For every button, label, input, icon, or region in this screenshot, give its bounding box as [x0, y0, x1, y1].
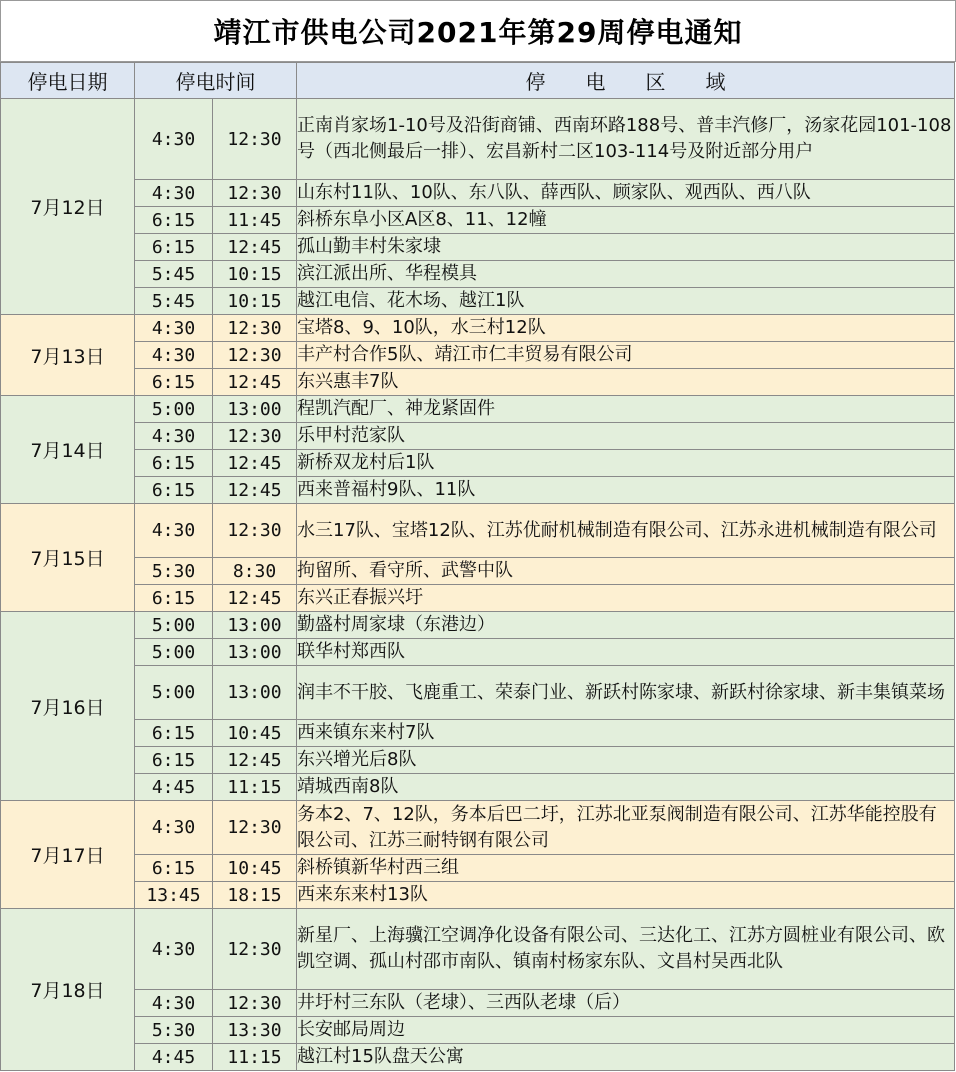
- table-row: [1, 1044, 955, 1071]
- table-row: [1, 369, 955, 396]
- area-cell: 新星厂、上海骥江空调净化设备有限公司、三达化工、江苏方圆桩业有限公司、欧凯空调、孤山村邵市南队、镇南村杨家东队、文昌村吴西北队: [297, 909, 955, 990]
- start-time-cell: 6:15: [135, 585, 213, 612]
- end-time-cell: 11:15: [213, 774, 297, 801]
- end-time-cell: 12:30: [213, 990, 297, 1017]
- start-time-cell: 6:15: [135, 855, 213, 882]
- end-time-cell: 12:30: [213, 801, 297, 855]
- area-cell: 山东村11队、10队、东八队、薛西队、顾家队、观西队、西八队: [297, 180, 955, 207]
- table-row: [1, 585, 955, 612]
- start-time-cell: 5:45: [135, 261, 213, 288]
- end-time-cell: 12:45: [213, 450, 297, 477]
- start-time-cell: 5:00: [135, 612, 213, 639]
- end-time-cell: 12:30: [213, 315, 297, 342]
- table-row: [1, 234, 955, 261]
- area-cell: 靖城西南8队: [297, 774, 955, 801]
- table-row: [1, 801, 955, 855]
- area-cell: 越江电信、花木场、越江1队: [297, 288, 955, 315]
- start-time-cell: 5:30: [135, 1017, 213, 1044]
- area-cell: 西来镇东来村7队: [297, 720, 955, 747]
- table-row: [1, 747, 955, 774]
- area-cell: 井圩村三东队（老埭）、三西队老埭（后）: [297, 990, 955, 1017]
- start-time-cell: 6:15: [135, 477, 213, 504]
- end-time-cell: 12:30: [213, 423, 297, 450]
- start-time-cell: 4:30: [135, 99, 213, 180]
- table-header-row: [1, 63, 955, 99]
- table-row: [1, 909, 955, 990]
- table-row: [1, 504, 955, 558]
- end-time-cell: 13:00: [213, 666, 297, 720]
- table-row: [1, 423, 955, 450]
- start-time-cell: 5:30: [135, 558, 213, 585]
- end-time-cell: 12:45: [213, 369, 297, 396]
- start-time-cell: 6:15: [135, 720, 213, 747]
- end-time-cell: 10:15: [213, 288, 297, 315]
- start-time-cell: 4:30: [135, 315, 213, 342]
- table-row: [1, 450, 955, 477]
- table-row: [1, 342, 955, 369]
- area-cell: 长安邮局周边: [297, 1017, 955, 1044]
- start-time-cell: 6:15: [135, 234, 213, 261]
- table-row: [1, 855, 955, 882]
- end-time-cell: 12:30: [213, 99, 297, 180]
- start-time-cell: 4:45: [135, 774, 213, 801]
- table-row: [1, 612, 955, 639]
- area-cell: 西来东来村13队: [297, 882, 955, 909]
- table-row: [1, 990, 955, 1017]
- area-cell: 丰产村合作5队、靖江市仁丰贸易有限公司: [297, 342, 955, 369]
- header-time: 停电时间: [135, 63, 297, 99]
- area-cell: 联华村郑西队: [297, 639, 955, 666]
- table-row: [1, 720, 955, 747]
- start-time-cell: 6:15: [135, 207, 213, 234]
- date-cell: 7月16日: [1, 612, 135, 801]
- date-cell: 7月17日: [1, 801, 135, 909]
- end-time-cell: 12:45: [213, 477, 297, 504]
- start-time-cell: 5:45: [135, 288, 213, 315]
- end-time-cell: 13:30: [213, 1017, 297, 1044]
- area-cell: 勤盛村周家埭（东港边）: [297, 612, 955, 639]
- end-time-cell: 12:30: [213, 909, 297, 990]
- area-cell: 越江村15队盘天公寓: [297, 1044, 955, 1071]
- area-cell: 西来普福村9队、11队: [297, 477, 955, 504]
- end-time-cell: 12:30: [213, 342, 297, 369]
- start-time-cell: 13:45: [135, 882, 213, 909]
- start-time-cell: 4:30: [135, 801, 213, 855]
- outage-table: [0, 62, 955, 1071]
- area-cell: 东兴正春振兴圩: [297, 585, 955, 612]
- end-time-cell: 11:15: [213, 1044, 297, 1071]
- end-time-cell: 13:00: [213, 612, 297, 639]
- area-cell: 孤山勤丰村朱家埭: [297, 234, 955, 261]
- start-time-cell: 5:00: [135, 396, 213, 423]
- area-cell: 东兴增光后8队: [297, 747, 955, 774]
- table-row: [1, 180, 955, 207]
- table-row: [1, 315, 955, 342]
- area-cell: 斜桥东阜小区A区8、11、12幢: [297, 207, 955, 234]
- area-cell: 水三17队、宝塔12队、江苏优耐机械制造有限公司、江苏永进机械制造有限公司: [297, 504, 955, 558]
- start-time-cell: 6:15: [135, 450, 213, 477]
- table-row: [1, 207, 955, 234]
- date-cell: 7月13日: [1, 315, 135, 396]
- date-cell: 7月15日: [1, 504, 135, 612]
- start-time-cell: 6:15: [135, 747, 213, 774]
- end-time-cell: 13:00: [213, 396, 297, 423]
- start-time-cell: 4:30: [135, 423, 213, 450]
- date-cell: 7月12日: [1, 99, 135, 315]
- table-row: [1, 1017, 955, 1044]
- table-row: [1, 396, 955, 423]
- end-time-cell: 13:00: [213, 639, 297, 666]
- end-time-cell: 10:45: [213, 855, 297, 882]
- start-time-cell: 4:30: [135, 342, 213, 369]
- start-time-cell: 4:30: [135, 504, 213, 558]
- area-cell: 润丰不干胶、飞鹿重工、荣泰门业、新跃村陈家埭、新跃村徐家埭、新丰集镇菜场: [297, 666, 955, 720]
- header-date: 停电日期: [1, 63, 135, 99]
- end-time-cell: 10:15: [213, 261, 297, 288]
- start-time-cell: 4:30: [135, 909, 213, 990]
- start-time-cell: 5:00: [135, 666, 213, 720]
- area-cell: 务本2、7、12队，务本后巴二圩，江苏北亚泵阀制造有限公司、江苏华能控股有限公司、江苏三耐特钢有限公司: [297, 801, 955, 855]
- header-area: 停电区域: [297, 63, 955, 99]
- end-time-cell: 12:45: [213, 585, 297, 612]
- end-time-cell: 12:30: [213, 504, 297, 558]
- table-row: [1, 558, 955, 585]
- end-time-cell: 10:45: [213, 720, 297, 747]
- date-cell: 7月14日: [1, 396, 135, 504]
- start-time-cell: 6:15: [135, 369, 213, 396]
- table-row: [1, 99, 955, 180]
- end-time-cell: 11:45: [213, 207, 297, 234]
- table-row: [1, 288, 955, 315]
- table-row: [1, 666, 955, 720]
- area-cell: 滨江派出所、华程模具: [297, 261, 955, 288]
- table-row: [1, 261, 955, 288]
- table-row: [1, 639, 955, 666]
- date-cell: 7月18日: [1, 909, 135, 1071]
- table-row: [1, 774, 955, 801]
- end-time-cell: 18:15: [213, 882, 297, 909]
- end-time-cell: 12:45: [213, 747, 297, 774]
- area-cell: 正南肖家场1-10号及沿街商铺、西南环路188号、普丰汽修厂，汤家花园101-108号（西北侧最后一排）、宏昌新村二区103-114号及附近部分用户: [297, 99, 955, 180]
- area-cell: 乐甲村范家队: [297, 423, 955, 450]
- area-cell: 斜桥镇新华村西三组: [297, 855, 955, 882]
- end-time-cell: 12:30: [213, 180, 297, 207]
- page-title: 靖江市供电公司2021年第29周停电通知: [0, 0, 956, 62]
- table-row: [1, 882, 955, 909]
- area-cell: 宝塔8、9、10队，水三村12队: [297, 315, 955, 342]
- end-time-cell: 8:30: [213, 558, 297, 585]
- table-row: [1, 477, 955, 504]
- area-cell: 新桥双龙村后1队: [297, 450, 955, 477]
- area-cell: 程凯汽配厂、神龙紧固件: [297, 396, 955, 423]
- start-time-cell: 4:30: [135, 990, 213, 1017]
- start-time-cell: 4:30: [135, 180, 213, 207]
- start-time-cell: 4:45: [135, 1044, 213, 1071]
- area-cell: 拘留所、看守所、武警中队: [297, 558, 955, 585]
- area-cell: 东兴惠丰7队: [297, 369, 955, 396]
- end-time-cell: 12:45: [213, 234, 297, 261]
- start-time-cell: 5:00: [135, 639, 213, 666]
